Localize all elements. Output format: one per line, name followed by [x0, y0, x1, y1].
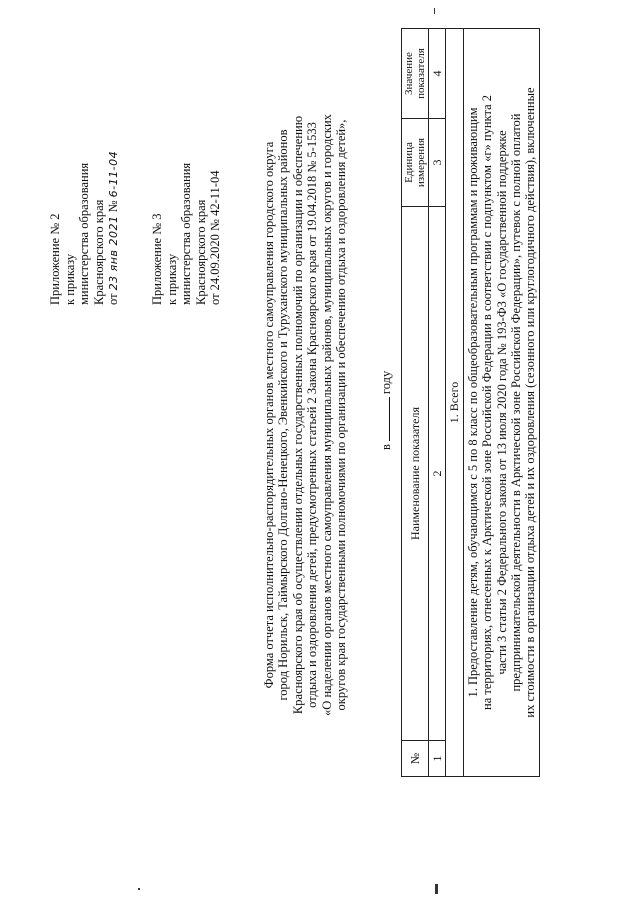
item-line: на территориях, отнесенных к Арктической зоне Российской Федерации в соответствии с подпунктом «г» пункта 2	[480, 95, 495, 710]
header-name: Наименование показателя	[402, 207, 429, 741]
appendix-2-date-line	[106, 151, 122, 305]
header-value-line: Значение	[403, 52, 415, 95]
item-description	[464, 29, 540, 777]
item-line: 1. Предоставление детям, обучающимся с 5 по 8 класс по общеобразовательным программам и проживающим	[466, 107, 480, 698]
header-unit-line: Единица	[403, 142, 415, 183]
appendix-2-line: Приложение № 2	[48, 213, 62, 305]
column-number: 3	[429, 119, 446, 207]
table-header-row	[402, 29, 429, 777]
period-prefix: в	[379, 444, 393, 450]
section-row	[446, 29, 464, 777]
title-line: округов края государственными полномочиями по организации и обеспечению отдыха и оздоровления детей»,	[334, 119, 349, 711]
title-line: Форма отчета исполнительно-распорядительных органов местного самоуправления городского округа	[262, 141, 276, 689]
header-value-line: показателя	[415, 48, 427, 99]
handwritten-date: 23 янв 2021	[107, 215, 121, 291]
header-num: №	[402, 741, 429, 777]
appendix-3-block	[150, 163, 223, 305]
header-unit	[402, 119, 429, 207]
appendix-3-line: министерства образования	[179, 162, 194, 305]
reporting-period	[378, 371, 394, 450]
title-line: отдыха и оздоровления детей, предусмотренных статьей 2 Закона Красноярского края от 19.04.2018 № 5-1533	[305, 122, 320, 708]
title-line: Красноярского края об осуществлении отдельных государственных полномочий по организации и обеспечению	[290, 115, 305, 715]
column-number: 2	[429, 207, 446, 741]
title-line: город Норильск, Таймырского Долгано-Ненецкого, Эвенкийского и Туруханского муниципальных районов	[276, 129, 291, 701]
item-line: их стоимости в организации отдыха детей и их оздоровления (сезонного или круглогодичного действия), включенные	[523, 87, 538, 718]
appendix-2-line: к приказу	[62, 253, 77, 305]
item-line: части 3 статьи 2 Федерального закона от 13 июля 2020 года № 193-ФЗ «О государственной поддержке	[494, 130, 509, 675]
indicators-table	[401, 28, 540, 777]
form-title	[262, 75, 348, 755]
appendix-3-line: от 24.09.2020 № 42-11-04	[208, 170, 223, 305]
header-value	[402, 29, 429, 119]
column-number: 4	[429, 29, 446, 119]
appendix-2-line: министерства образования	[77, 162, 92, 305]
date-prefix: от	[106, 293, 121, 305]
scan-mark	[435, 884, 438, 894]
column-number: 1	[429, 741, 446, 777]
appendix-3-line: Красноярского края	[193, 199, 208, 305]
scan-mark	[138, 888, 140, 890]
appendix-3-line: к приказу	[164, 253, 179, 305]
column-number-row	[429, 29, 446, 777]
appendix-2-block	[48, 151, 122, 305]
year-blank-line	[378, 397, 390, 441]
title-line: «О наделении органов местного самоуправления муниципальных районов, муниципальных округов и городских	[319, 114, 334, 716]
period-suffix: году	[379, 370, 393, 395]
section-title: 1. Всего	[446, 29, 464, 777]
table-row	[464, 29, 540, 777]
appendix-2-line: Красноярского края	[91, 199, 106, 305]
appendix-3-line: Приложение № 3	[150, 213, 164, 305]
header-unit-line: измерения	[415, 137, 427, 188]
handwritten-number: 6-11-04	[107, 150, 121, 198]
number-prefix: №	[106, 200, 121, 213]
item-line: предпринимательской деятельности в Арктической зоне Российской Федерации», путевок с полной оплатой	[508, 113, 523, 692]
scan-mark	[434, 8, 435, 14]
